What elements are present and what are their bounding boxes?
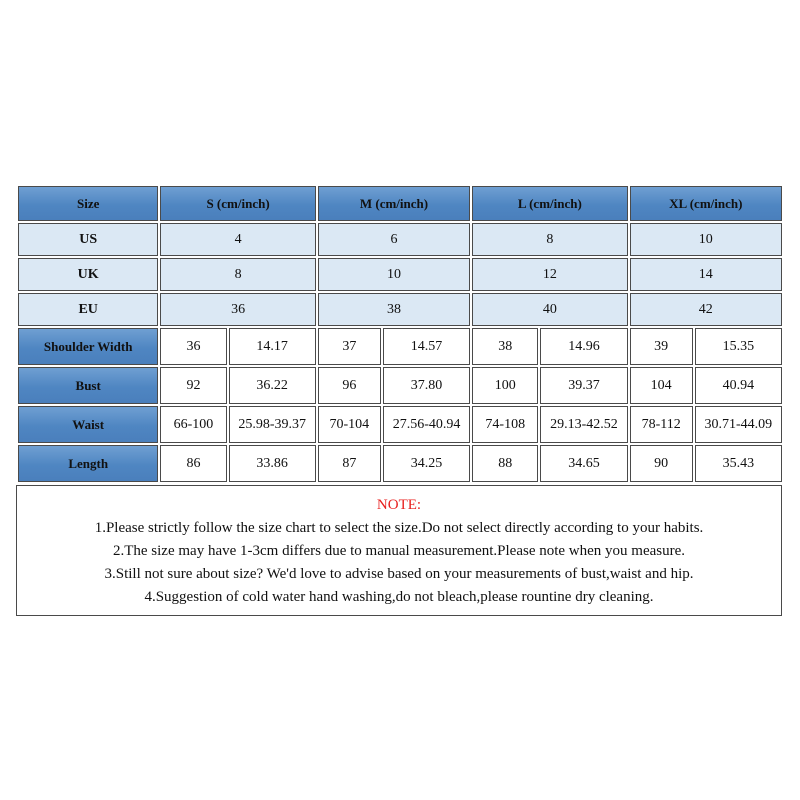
table-cell: 39 xyxy=(630,328,693,365)
header-cell: L (cm/inch) xyxy=(472,186,627,221)
table-cell: 14.17 xyxy=(229,328,316,365)
size-row-uk xyxy=(18,258,782,291)
table-cell: 35.43 xyxy=(695,445,782,482)
header-cell: Size xyxy=(18,186,158,221)
size-chart xyxy=(16,184,784,616)
table-cell: 14 xyxy=(630,258,782,291)
measure-row-bust xyxy=(18,367,782,404)
note-title: NOTE: xyxy=(376,497,422,513)
measure-row-length xyxy=(18,445,782,482)
table-cell: 14.96 xyxy=(540,328,627,365)
table-cell: 38 xyxy=(472,328,538,365)
table-cell: 87 xyxy=(318,445,381,482)
note-line: 3.Still not sure about size? We'd love to advise based on your measurements of bust,waist and hip. xyxy=(104,566,694,582)
table-cell: 100 xyxy=(472,367,538,404)
table-cell: 78-112 xyxy=(630,406,693,443)
row-label: UK xyxy=(18,258,158,291)
table-cell: 39.37 xyxy=(540,367,627,404)
size-table xyxy=(16,184,784,484)
table-cell: 37 xyxy=(318,328,381,365)
table-cell: 42 xyxy=(630,293,782,326)
header-row xyxy=(18,186,782,221)
table-cell: 96 xyxy=(318,367,381,404)
row-label: Bust xyxy=(18,367,158,404)
table-cell: 36.22 xyxy=(229,367,316,404)
table-cell: 86 xyxy=(160,445,226,482)
table-cell: 38 xyxy=(318,293,470,326)
table-cell: 15.35 xyxy=(695,328,782,365)
table-cell: 36 xyxy=(160,293,315,326)
size-row-eu xyxy=(18,293,782,326)
row-label: US xyxy=(18,223,158,256)
table-cell: 8 xyxy=(472,223,627,256)
note-line: 2.The size may have 1-3cm differs due to manual measurement.Please note when you measure. xyxy=(112,543,686,559)
table-cell: 90 xyxy=(630,445,693,482)
row-label: EU xyxy=(18,293,158,326)
table-cell: 4 xyxy=(160,223,315,256)
measure-row-waist xyxy=(18,406,782,443)
table-cell: 34.25 xyxy=(383,445,470,482)
table-cell: 40 xyxy=(472,293,627,326)
measure-row-shoulder-width xyxy=(18,328,782,365)
table-cell: 10 xyxy=(318,258,470,291)
row-label: Waist xyxy=(18,406,158,443)
table-cell: 8 xyxy=(160,258,315,291)
table-cell: 33.86 xyxy=(229,445,316,482)
table-cell: 70-104 xyxy=(318,406,381,443)
table-cell: 92 xyxy=(160,367,226,404)
header-cell: S (cm/inch) xyxy=(160,186,315,221)
table-cell: 29.13-42.52 xyxy=(540,406,627,443)
note-line: 1.Please strictly follow the size chart to select the size.Do not select directly according to your habits. xyxy=(94,520,704,536)
table-cell: 40.94 xyxy=(695,367,782,404)
table-cell: 14.57 xyxy=(383,328,470,365)
note-line: 4.Suggestion of cold water hand washing,do not bleach,please rountine dry cleaning. xyxy=(144,589,654,605)
notes-box xyxy=(16,485,782,616)
table-cell: 30.71-44.09 xyxy=(695,406,782,443)
table-cell: 36 xyxy=(160,328,226,365)
header-cell: M (cm/inch) xyxy=(318,186,470,221)
table-cell: 66-100 xyxy=(160,406,226,443)
header-cell: XL (cm/inch) xyxy=(630,186,782,221)
table-cell: 34.65 xyxy=(540,445,627,482)
table-cell: 104 xyxy=(630,367,693,404)
table-cell: 37.80 xyxy=(383,367,470,404)
row-label: Shoulder Width xyxy=(18,328,158,365)
table-cell: 27.56-40.94 xyxy=(383,406,470,443)
table-cell: 12 xyxy=(472,258,627,291)
table-cell: 25.98-39.37 xyxy=(229,406,316,443)
size-row-us xyxy=(18,223,782,256)
table-cell: 6 xyxy=(318,223,470,256)
table-cell: 10 xyxy=(630,223,782,256)
table-cell: 74-108 xyxy=(472,406,538,443)
table-cell: 88 xyxy=(472,445,538,482)
row-label: Length xyxy=(18,445,158,482)
